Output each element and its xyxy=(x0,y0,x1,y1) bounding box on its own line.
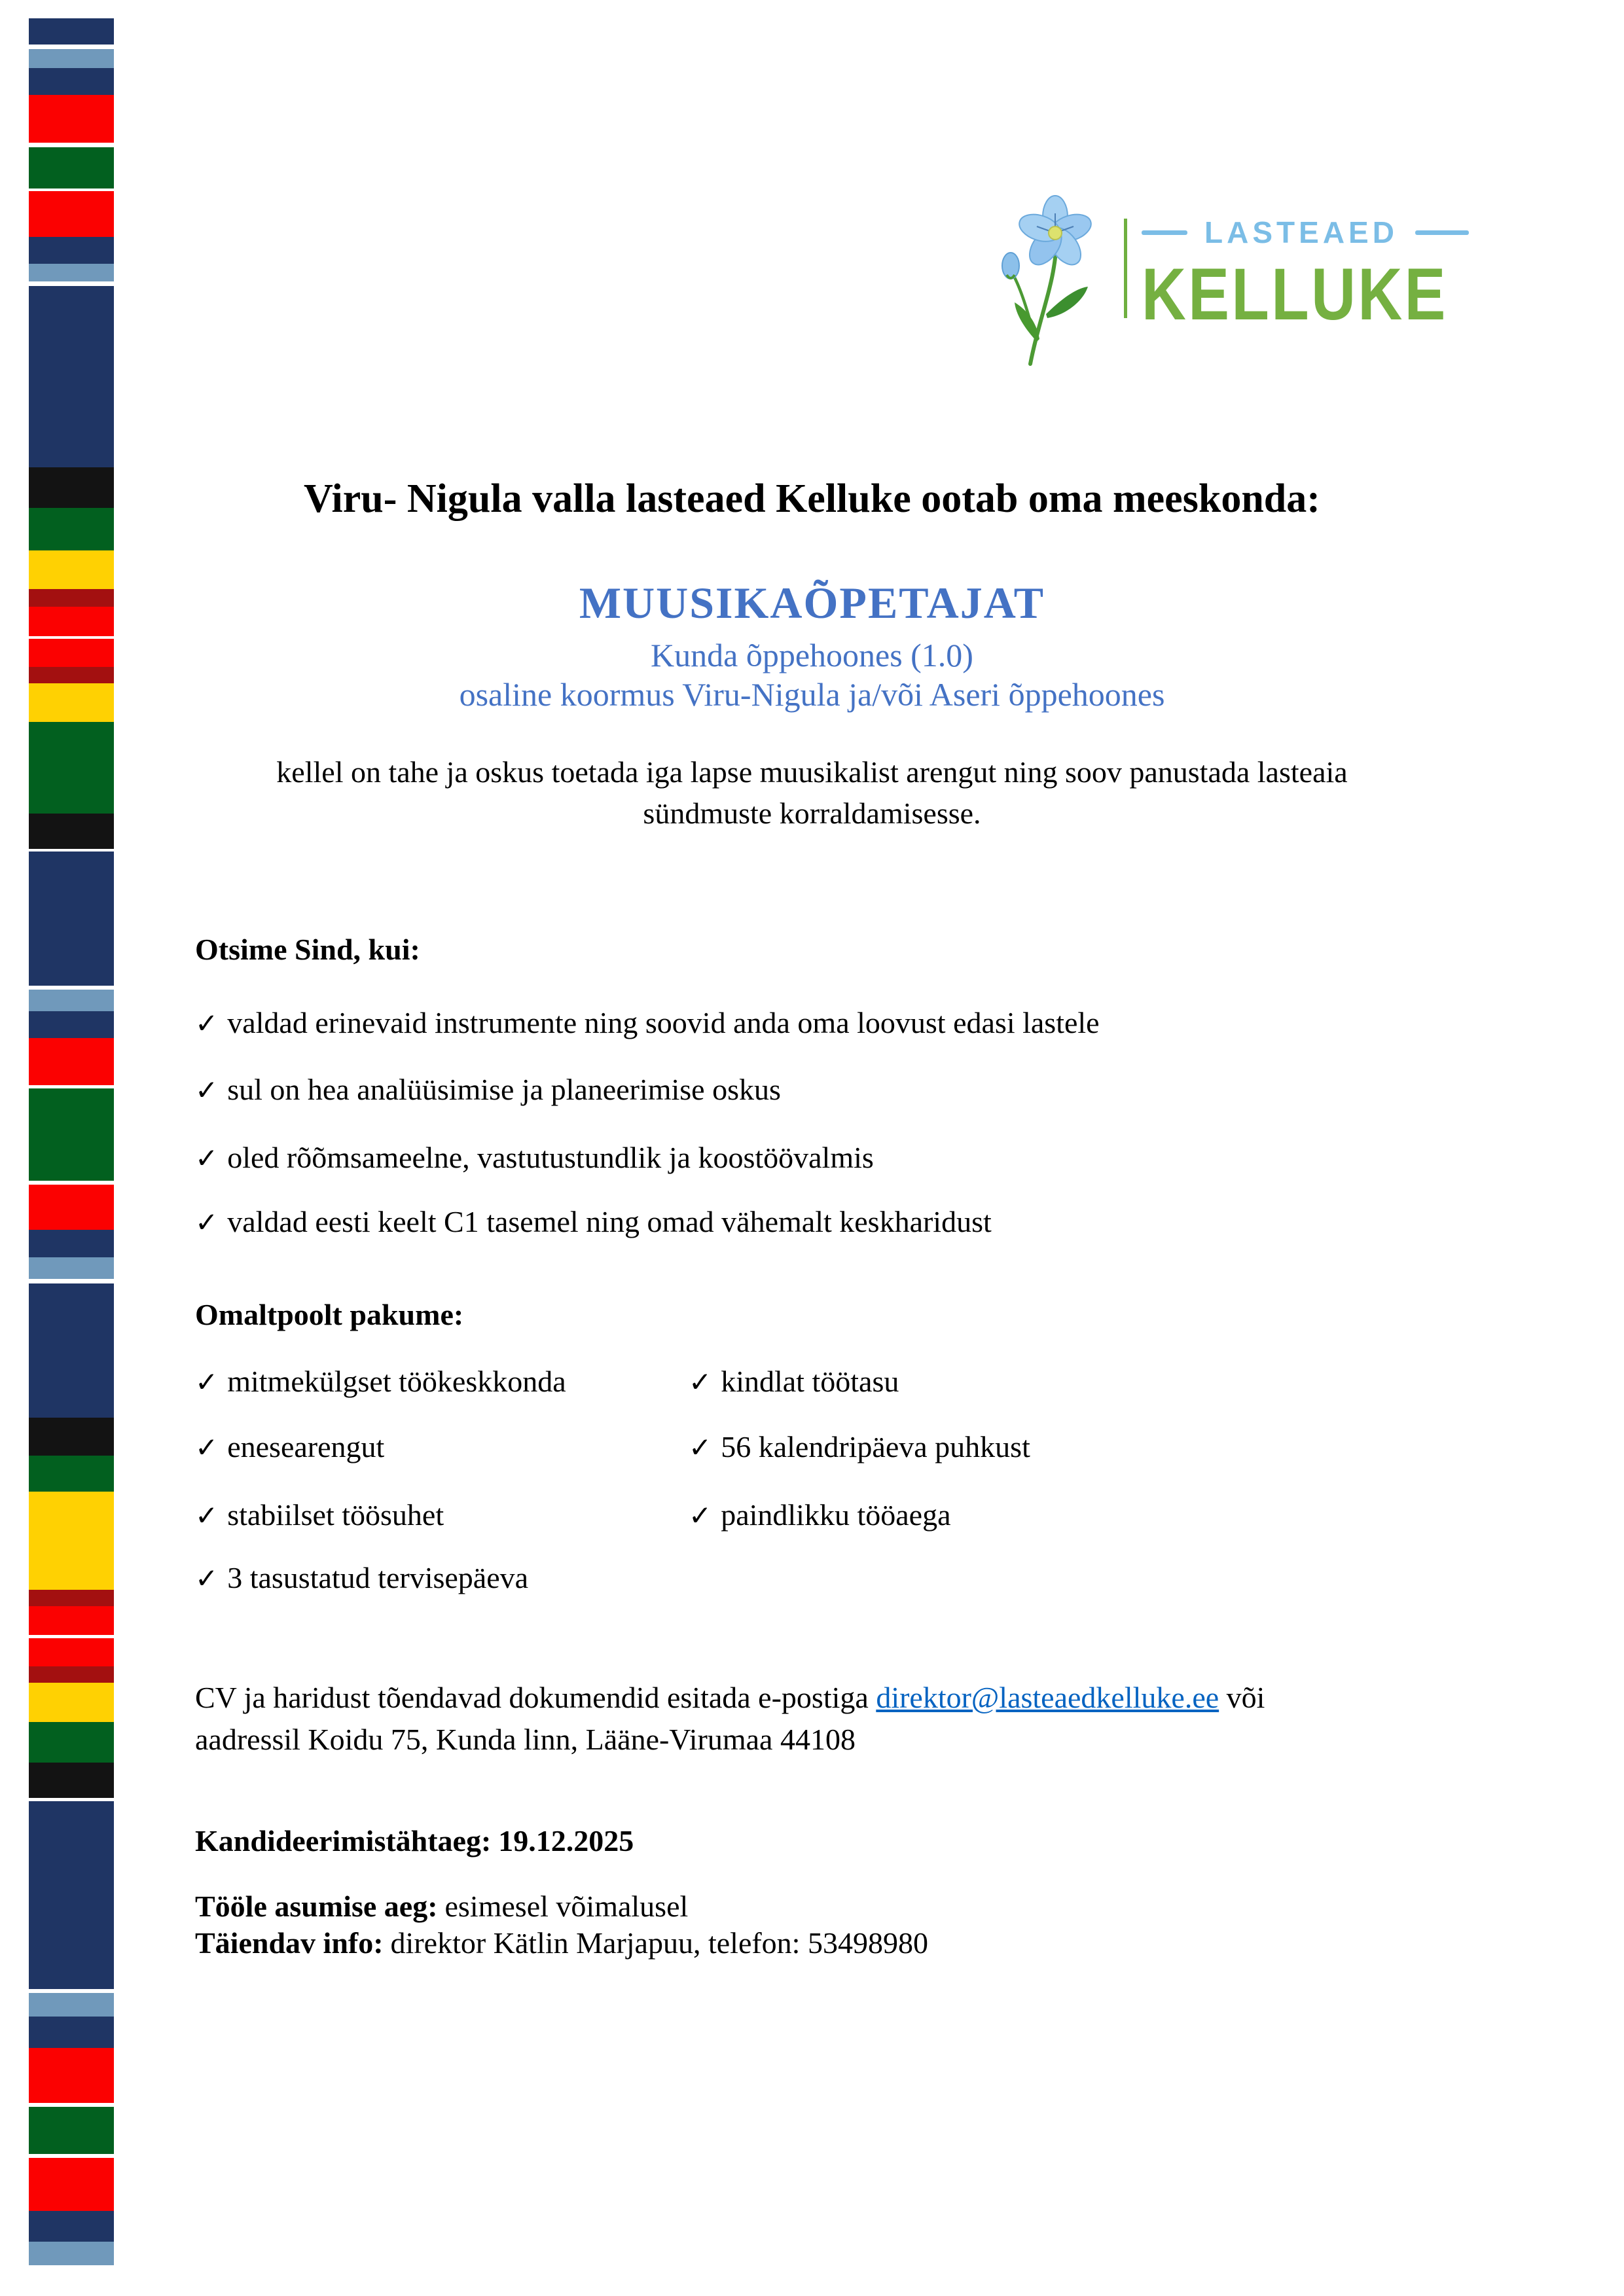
application-address: aadressil Koidu 75, Kunda linn, Lääne-Virumaa 44108 xyxy=(195,1723,856,1756)
start-date-line xyxy=(195,1889,688,1924)
logo-text xyxy=(1142,188,1469,335)
start-date-label: Tööle asumise aeg: xyxy=(195,1890,438,1923)
stripe-segment xyxy=(29,1606,114,1635)
offer-row xyxy=(195,1560,689,1595)
checkmark-icon: ✓ xyxy=(195,1007,219,1039)
offer-item-right xyxy=(689,1364,899,1399)
stripe-segment xyxy=(29,281,114,286)
kelluke-logo xyxy=(990,188,1469,368)
offer-row xyxy=(195,1429,1030,1464)
contact-info-value: direktor Kätlin Marjapuu, telefon: 53498980 xyxy=(390,1926,928,1960)
offer-item-left xyxy=(195,1498,689,1532)
stripe-segment xyxy=(29,1683,114,1722)
stripe-segment xyxy=(29,1993,114,2017)
logo-kelluke-label: KELLUKE xyxy=(1142,253,1448,335)
checkmark-icon: ✓ xyxy=(195,1142,219,1174)
stripe-segment xyxy=(29,1279,114,1283)
stripe-segment xyxy=(29,1038,114,1085)
checkmark-icon: ✓ xyxy=(195,1431,219,1463)
stripe-segment xyxy=(29,2048,114,2103)
position-heading: MUUSIKAÕPETAJAT xyxy=(579,578,1045,628)
stripe-segment xyxy=(29,49,114,68)
stripe-segment xyxy=(29,1722,114,1763)
stripe-segment xyxy=(29,2017,114,2048)
stripe-segment xyxy=(29,1257,114,1279)
stripe-segment xyxy=(29,1763,114,1798)
offer-item-right xyxy=(689,1498,951,1532)
decorative-stripe xyxy=(29,18,114,2265)
application-text-before: CV ja haridust tõendavad dokumendid esitada e-postiga xyxy=(195,1681,876,1714)
application-text-after: või xyxy=(1219,1681,1265,1714)
stripe-segment xyxy=(29,1638,114,1666)
checkmark-icon: ✓ xyxy=(195,1499,219,1532)
stripe-segment xyxy=(29,237,114,264)
stripe-segment xyxy=(29,143,114,147)
checkmark-icon: ✓ xyxy=(195,1562,219,1594)
application-paragraph xyxy=(195,1677,1478,1761)
offer-text: enesearengut xyxy=(227,1430,385,1463)
stripe-segment xyxy=(29,45,114,49)
stripe-segment xyxy=(29,1088,114,1181)
requirement-item xyxy=(195,1072,781,1107)
stripe-segment xyxy=(29,95,114,143)
position-detail-1: Kunda õppehoones (1.0) xyxy=(651,637,973,673)
requirement-item xyxy=(195,1204,992,1239)
flower-icon xyxy=(990,188,1104,368)
requirements-heading: Otsime Sind, kui: xyxy=(195,933,420,966)
checkmark-icon: ✓ xyxy=(689,1431,712,1463)
offer-text: kindlat töötasu xyxy=(721,1365,899,1398)
stripe-segment xyxy=(29,852,114,986)
stripe-segment xyxy=(29,1666,114,1683)
checkmark-icon: ✓ xyxy=(195,1074,219,1106)
offer-item-right xyxy=(689,1429,1030,1464)
contact-info-label: Täiendav info: xyxy=(195,1926,384,1960)
intro-paragraph xyxy=(0,751,1624,834)
offer-text: stabiilset töösuhet xyxy=(227,1498,444,1532)
stripe-segment xyxy=(29,2107,114,2154)
intro-line-2: sündmuste korraldamisesse. xyxy=(643,797,981,830)
offer-heading: Omaltpoolt pakume: xyxy=(195,1298,464,1331)
offer-text: 56 kalendripäeva puhkust xyxy=(721,1430,1030,1463)
stripe-segment xyxy=(29,191,114,237)
stripe-segment xyxy=(29,2242,114,2265)
stripe-segment xyxy=(29,1185,114,1230)
deadline-value: 19.12.2025 xyxy=(498,1824,634,1857)
requirement-text: valdad eesti keelt C1 tasemel ning omad vähemalt keskharidust xyxy=(227,1205,992,1238)
stripe-segment xyxy=(29,1801,114,1989)
offer-item-left xyxy=(195,1560,689,1595)
email-link[interactable]: direktor@lasteaedkelluke.ee xyxy=(876,1681,1219,1714)
requirement-text: sul on hea analüüsimise ja planeerimise oskus xyxy=(227,1073,781,1106)
checkmark-icon: ✓ xyxy=(195,1366,219,1398)
stripe-segment xyxy=(29,990,114,1011)
stripe-segment xyxy=(29,2158,114,2211)
requirement-item xyxy=(195,1140,874,1175)
stripe-segment xyxy=(29,1011,114,1038)
offer-text: paindlikku tööaega xyxy=(721,1498,951,1532)
stripe-segment xyxy=(29,264,114,281)
stripe-segment xyxy=(29,2211,114,2242)
stripe-segment xyxy=(29,1283,114,1418)
stripe-segment xyxy=(29,147,114,188)
offer-item-left xyxy=(195,1364,689,1399)
offer-row xyxy=(195,1498,951,1532)
stripe-segment xyxy=(29,1456,114,1492)
logo-dash-left-icon xyxy=(1142,230,1187,235)
logo-dash-right-icon xyxy=(1415,230,1469,235)
logo-lasteaed-label: LASTEAED xyxy=(1204,215,1398,249)
stripe-segment xyxy=(29,286,114,467)
deadline-line xyxy=(195,1823,634,1858)
offer-item-left xyxy=(195,1429,689,1464)
stripe-segment xyxy=(29,1590,114,1606)
page-title: Viru- Nigula valla lasteaed Kelluke ootab oma meeskonda: xyxy=(304,476,1320,521)
position-detail-2: osaline koormus Viru-Nigula ja/või Aseri õppehoones xyxy=(459,676,1165,713)
deadline-label: Kandideerimistähtaeg: xyxy=(195,1824,492,1857)
checkmark-icon: ✓ xyxy=(689,1366,712,1398)
stripe-segment xyxy=(29,18,114,45)
offer-text: 3 tasustatud tervisepäeva xyxy=(227,1561,529,1594)
offer-text: mitmekülgset töökeskkonda xyxy=(227,1365,566,1398)
stripe-segment xyxy=(29,1492,114,1590)
contact-info-line xyxy=(195,1926,928,1960)
offer-row xyxy=(195,1364,899,1399)
checkmark-icon: ✓ xyxy=(195,1206,219,1238)
checkmark-icon: ✓ xyxy=(689,1499,712,1532)
intro-line-1: kellel on tahe ja oskus toetada iga lapse muusikalist arengut ning soov panustada lasteaia xyxy=(276,755,1348,789)
requirement-text: oled rõõmsameelne, vastutustundlik ja koostöövalmis xyxy=(227,1141,874,1174)
start-date-value: esimesel võimalusel xyxy=(444,1890,689,1923)
logo-divider xyxy=(1124,219,1127,318)
stripe-segment xyxy=(29,1418,114,1456)
stripe-segment xyxy=(29,68,114,95)
requirement-text: valdad erinevaid instrumente ning soovid anda oma loovust edasi lastele xyxy=(227,1006,1100,1039)
requirement-item xyxy=(195,1005,1100,1040)
stripe-segment xyxy=(29,1230,114,1257)
